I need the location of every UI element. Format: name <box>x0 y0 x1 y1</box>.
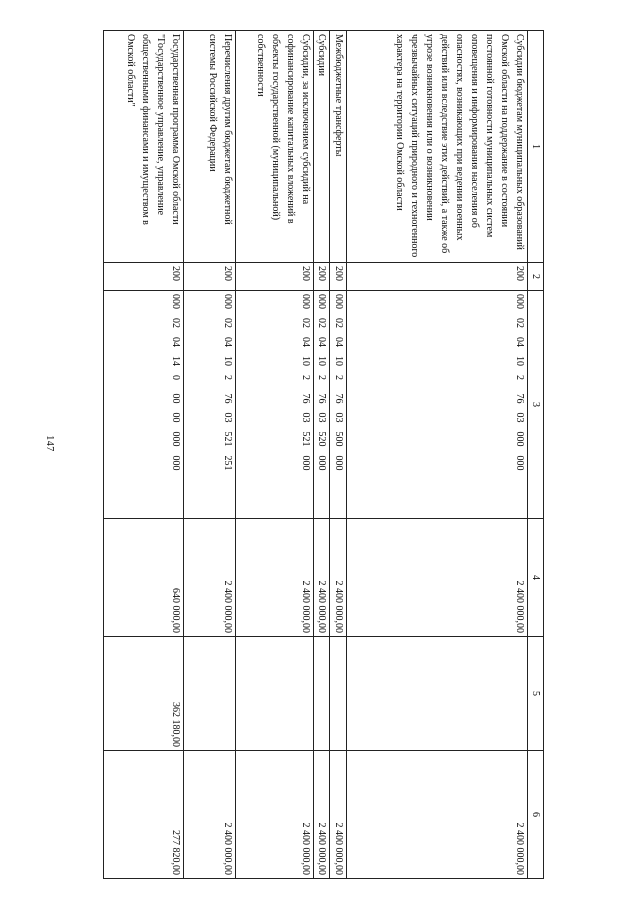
column-header-4: 4 <box>528 519 544 637</box>
row-value-col6: 2 400 000,00 <box>330 751 347 879</box>
header-row <box>528 31 544 879</box>
row-value-col5 <box>236 637 314 751</box>
row-admin-code: 200 <box>314 263 330 291</box>
page-number: 147 <box>43 435 55 452</box>
table-row <box>236 31 314 879</box>
table-row <box>330 31 347 879</box>
row-admin-code: 200 <box>104 263 184 291</box>
table-sheet <box>84 0 544 905</box>
budget-table <box>103 30 544 879</box>
row-admin-code: 200 <box>236 263 314 291</box>
row-value-col5 <box>330 637 347 751</box>
row-name: Межбюджетные трансферты <box>330 31 347 263</box>
row-value-col5 <box>314 637 330 751</box>
row-budget-code: 000 02 04 10 2 76 03 521 251 <box>184 291 236 519</box>
row-value-col6: 2 400 000,00 <box>184 751 236 879</box>
column-header-6: 6 <box>528 751 544 879</box>
row-value-col6: 2 400 000,00 <box>347 751 528 879</box>
row-value-col6: 277 820,00 <box>104 751 184 879</box>
row-value-col6: 2 400 000,00 <box>236 751 314 879</box>
row-value-col5: 362 180,00 <box>104 637 184 751</box>
column-header-3: 3 <box>528 291 544 519</box>
row-value-col6: 2 400 000,00 <box>314 751 330 879</box>
table-row <box>314 31 330 879</box>
column-header-5: 5 <box>528 637 544 751</box>
table-row <box>347 31 528 879</box>
row-name: Субсидии <box>314 31 330 263</box>
row-budget-code: 000 02 04 10 2 76 03 000 000 <box>347 291 528 519</box>
row-value-col5 <box>347 637 528 751</box>
row-value-col5 <box>184 637 236 751</box>
row-value-col4: 2 400 000,00 <box>184 519 236 637</box>
row-value-col4: 2 400 000,00 <box>236 519 314 637</box>
row-name: Государственная программа Омской области "Государственное управление, управление общественными финансами и имуществом в Омской области" <box>104 31 184 263</box>
row-budget-code: 000 02 04 10 2 76 03 500 000 <box>330 291 347 519</box>
row-budget-code: 000 02 04 10 2 76 03 520 000 <box>314 291 330 519</box>
table-row <box>184 31 236 879</box>
row-name: Субсидии бюджетам муниципальных образований Омской области на поддержание в состоянии постоянной готовности муниципальных систем оповещения и информирования населения об опасностях, возникающих при ведении военных действий или вследствие этих действий, а также об угрозе возникновения или о возникновении чрезвычайных ситуаций природного и техногенного характера на территории Омской области <box>347 31 528 263</box>
row-value-col4: 2 400 000,00 <box>314 519 330 637</box>
rotated-table-wrapper <box>84 30 544 878</box>
row-name: Перечисления другим бюджетам бюджетной системы Российской Федерации <box>184 31 236 263</box>
row-value-col4: 640 000,00 <box>104 519 184 637</box>
row-budget-code: 000 02 04 10 2 76 03 521 000 <box>236 291 314 519</box>
table-row <box>104 31 184 879</box>
column-header-1: 1 <box>528 31 544 263</box>
row-admin-code: 200 <box>347 263 528 291</box>
row-admin-code: 200 <box>330 263 347 291</box>
row-name: Субсидии, за исключением субсидий на софинансирование капитальных вложений в объекты государственной (муниципальной) собственности <box>236 31 314 263</box>
row-admin-code: 200 <box>184 263 236 291</box>
row-budget-code: 000 02 04 14 0 00 00 000 000 <box>104 291 184 519</box>
column-header-2: 2 <box>528 263 544 291</box>
row-value-col4: 2 400 000,00 <box>330 519 347 637</box>
row-value-col4: 2 400 000,00 <box>347 519 528 637</box>
